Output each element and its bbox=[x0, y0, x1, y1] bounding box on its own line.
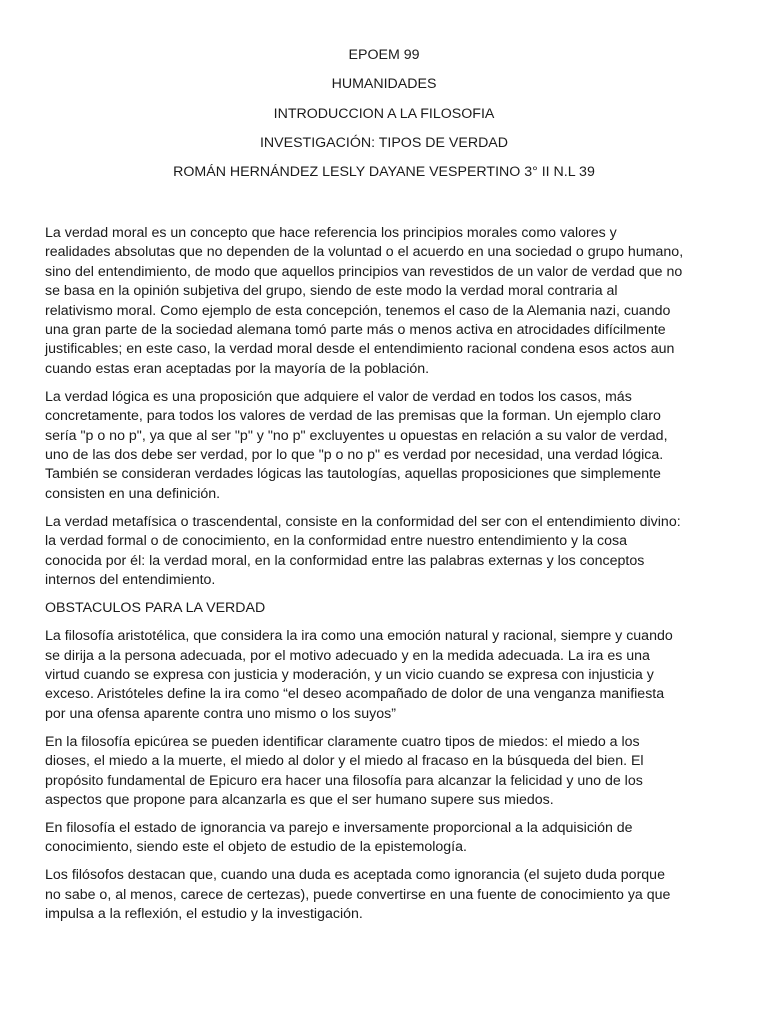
section-heading-obstacles bbox=[45, 599, 725, 618]
text-line: También se consideran verdades lógicas las tautologías, aquellas proposiciones que simplemente bbox=[45, 466, 661, 483]
text-line: justificables; en este caso, la verdad moral desde el entendimiento racional condena esos actos aun bbox=[45, 341, 675, 358]
paragraph-epicurean-philosophy bbox=[45, 733, 725, 811]
paragraph-logical-truth bbox=[45, 388, 725, 504]
text-line: dioses, el miedo a la muerte, el miedo al dolor y el miedo al fracaso en la búsqueda del bien. El bbox=[45, 753, 644, 770]
text-line: La verdad metafísica o trascendental, consiste en la conformidad del ser con el entendimiento divino: bbox=[45, 513, 681, 530]
text-line: aspectos que propone para alcanzarla es que el ser humano supere sus miedos. bbox=[45, 791, 554, 808]
text-line: por una ofensa aparente contra uno mismo o los suyos” bbox=[45, 705, 396, 722]
text-line: consisten en una definición. bbox=[45, 485, 221, 502]
paragraph-moral-truth bbox=[45, 224, 725, 379]
text-line: OBSTACULOS PARA LA VERDAD bbox=[45, 600, 266, 617]
paragraph-ignorance bbox=[45, 819, 725, 858]
text-line: Los filósofos destacan que, cuando una duda es aceptada como ignorancia (el sujeto duda porque bbox=[45, 867, 665, 884]
text-line: internos del entendimiento. bbox=[45, 572, 216, 589]
text-line: una gran parte de la sociedad alemana tomó parte más o menos activa en atrocidades difícilmente bbox=[45, 322, 666, 339]
text-line: conocida por él: la verdad moral, en la conformidad entre las palabras externas y los conceptos bbox=[45, 552, 645, 569]
text-line: virtud cuando se expresa con justicia y moderación, y un vicio cuando se expresa con injusticia y bbox=[45, 666, 654, 683]
student-info: ROMÁN HERNÁNDEZ LESLY DAYANE VESPERTINO 3° II N.L 39 bbox=[173, 164, 595, 181]
text-line: la verdad formal o de conocimiento, en la conformidad entre nuestro entendimiento y la cosa bbox=[45, 533, 628, 550]
text-line: conocimiento, siendo este el objeto de estudio de la epistemología. bbox=[45, 839, 467, 856]
text-line: En la filosofía epicúrea se pueden identificar claramente cuatro tipos de miedos: el miedo a los bbox=[45, 733, 640, 750]
text-line: se basa en la opinión subjetiva del grupo, siendo de este modo la verdad moral contraria al bbox=[45, 283, 618, 300]
school-name: EPOEM 99 bbox=[348, 47, 420, 63]
text-line: uno de las dos debe ser verdad, por lo que "p o no p" es verdad por necesidad, una verdad lógica. bbox=[45, 447, 664, 464]
text-line: La verdad lógica es una proposición que adquiere el valor de verdad en todos los casos, más bbox=[45, 388, 632, 405]
text-line: cuando estas eran aceptadas por la mayoría de la población. bbox=[45, 360, 430, 377]
text-line: relativismo moral. Como ejemplo de esta concepción, tenemos el caso de la Alemania nazi, cuando bbox=[45, 302, 671, 319]
assignment-title: INVESTIGACIÓN: TIPOS DE VERDAD bbox=[259, 134, 509, 151]
text-line: impulsa a la reflexión, el estudio y la investigación. bbox=[45, 906, 363, 923]
document-body bbox=[45, 224, 725, 933]
document-header bbox=[0, 46, 768, 192]
paragraph-metaphysical-truth bbox=[45, 513, 725, 591]
text-line: no sabe o, al menos, carece de certezas), puede convertirse en una fuente de conocimiento ya que bbox=[45, 886, 671, 903]
text-line: sería "p o no p", ya que al ser "p" y "no p" excluyentes u opuestas en relación a su valor de verdad, bbox=[45, 427, 668, 444]
paragraph-aristotelian-philosophy bbox=[45, 627, 725, 724]
paragraph-philosophers-doubt bbox=[45, 866, 725, 924]
text-line: concretamente, para todos los valores de verdad de las premisas que la forman. Un ejemplo claro bbox=[45, 408, 661, 425]
text-line: La verdad moral es un concepto que hace referencia los principios morales como valores y bbox=[45, 225, 617, 241]
text-line: realidades absolutas que no dependen de la voluntad o el acuerdo en una sociedad o grupo humano, bbox=[45, 244, 684, 261]
text-line: exceso. Aristóteles define la ira como “el deseo acompañado de dolor de una venganza manifiesta bbox=[45, 686, 665, 703]
text-line: sino del entendimiento, de modo que aquellos principios van revestidos de un valor de verdad que no bbox=[45, 263, 683, 280]
text-line: La filosofía aristotélica, que considera la ira como una emoción natural y racional, siempre y cuando bbox=[45, 628, 673, 645]
course-title: INTRODUCCION A LA FILOSOFIA bbox=[273, 105, 495, 122]
subject-area: HUMANIDADES bbox=[331, 76, 437, 93]
text-line: propósito fundamental de Epicuro era hacer una filosofía para alcanzar la felicidad y uno de los bbox=[45, 772, 643, 789]
text-line: En filosofía el estado de ignorancia va parejo e inversamente proporcional a la adquisición de bbox=[45, 819, 633, 836]
text-line: se dirija a la persona adecuada, por el motivo adecuado y en la medida adecuada. La ira es una bbox=[45, 647, 650, 664]
